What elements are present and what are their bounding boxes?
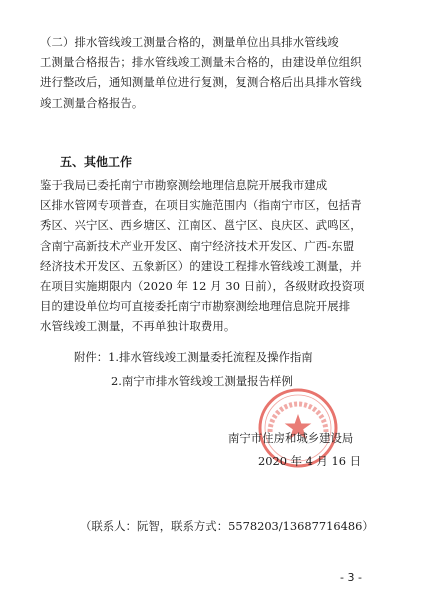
paragraph-line: 秀区、兴宁区、西乡塘区、江南区、邕宁区、良庆区、武鸣区， xyxy=(40,218,362,233)
page-number: - 3 - xyxy=(340,571,362,584)
signing-organization: 南宁市住房和城乡建设局 xyxy=(228,431,354,445)
attachment-line-2: 2.南宁市排水管线竣工测量报告样例 xyxy=(111,374,293,388)
paragraph-line: 经济技术开发区、五象新区）的建设工程排水管线竣工测量，并 xyxy=(40,258,362,273)
paragraph-line: 含南宁高新技术产业开发区、南宁经济技术开发区、广西-东盟 xyxy=(40,238,355,253)
paragraph-line: （二）排水管线竣工测量合格的，测量单位出具排水管线竣 xyxy=(40,35,339,49)
paragraph-line: 在项目实施期限内（2020 年 12 月 30 日前），各级财政投资项 xyxy=(40,279,365,294)
paragraph-line: 目的建设单位均可直接委托南宁市勘察测绘地理信息院开展排 xyxy=(40,299,351,314)
signing-date: 2020 年 4 月 16 日 xyxy=(258,454,362,468)
attachment-line-1: 附件：1.排水管线竣工测量委托流程及操作指南 xyxy=(74,350,313,364)
paragraph-line: 工测量合格报告；排水管线竣工测量未合格的，由建设单位组织 xyxy=(40,55,362,70)
paragraph-line: 鉴于我局已委托南宁市勘察测绘地理信息院开展我市建成 xyxy=(40,178,328,192)
paragraph-line: 进行整改后，通知测量单位进行复测，复测合格后出具排水管线 xyxy=(40,75,362,90)
paragraph-line: 水管线竣工测量，不再单独计取费用。 xyxy=(40,319,236,334)
paragraph-line: 竣工测量合格报告。 xyxy=(40,95,144,110)
paragraph-other-work xyxy=(40,175,396,337)
contact-info: （联系人：阮智，联系方式：5578203/13687716486） xyxy=(80,519,374,533)
section-heading: 五、其他工作 xyxy=(60,155,133,169)
paragraph-line: 区排水管网专项普查，在项目实施范围内（指南宁市区，包括青 xyxy=(40,198,362,213)
paragraph-measurement-result xyxy=(40,32,396,113)
